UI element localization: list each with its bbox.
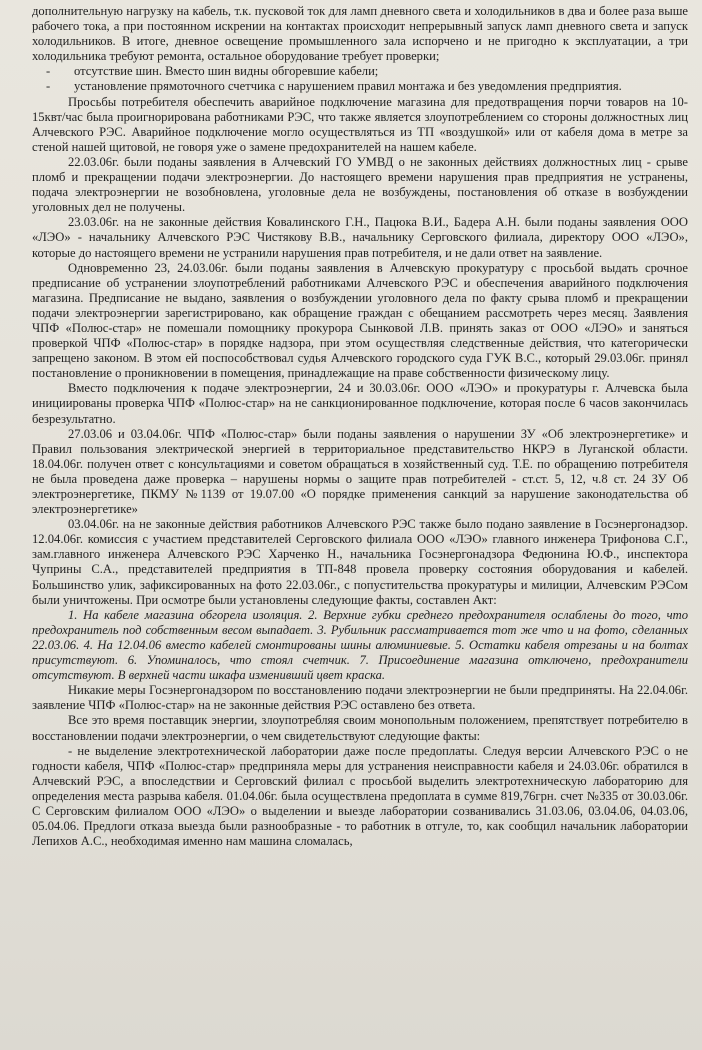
paragraph-6: 23.03.06г. на не законные действия Ковалинского Г.Н., Пацюка В.И., Бадера А.Н. были поданы заявления ООО «ЛЭО» - начальнику Алчевского РЭС Чистякову В.В., начальнику Серговского филиала, директору ООО «ЛЭО», которые до настоящего времени не устранили нарушения прав потребителя, и не дали ответ на заявление. xyxy=(32,215,688,260)
paragraph-12: Никакие меры Госэнергонадзором по восстановлению подачи электроэнергии не были предприняты. На 22.04.06г. заявление ЧПФ «Полюс-стар» на не законные действия РЭС оставлено без ответа. xyxy=(32,683,688,713)
paragraph-4: Просьбы потребителя обеспечить аварийное подключение магазина для предотвращения порчи товаров на 10-15квт/час была проигнорирована работниками РЭС, что также является злоупотреблением со стороны должностных лиц Алчевского РЭС. Аварийное подключение могло осуществляться из ТП «воздушкой» или от кабеля дома в метре за стеной нашей щитовой, не говоря уже о замене предохранителей на нашем кабеле. xyxy=(32,94,688,154)
paragraph-14: - не выделение электротехнической лаборатории даже после предоплаты. Следуя версии Алчевского РЭС о не годности кабеля, ЧПФ «Полюс-стар» предприняла меры для устранения неисправности кабеля и 24.03.06г. обратился в Алчевский РЭС, а впоследствии и Серговский филиал с просьбой выделить электротехническую лабораторию для определения места разрыва кабеля. 01.04.06г. была осуществлена предоплата в сумме 819,76грн. счет №335 от 30.03.06г. С Серговским филиалом ООО «ЛЭО» о выделении и выезде лаборатории созванивались 31.03.06, 03.04.06, 04.03.06, 05.04.06. Предлоги отказа выезда были разнообразные - то работник в отгуле, то, как сообщил начальник лаборатории Лепихов А.С., необходимая именно нам машина сломалась, xyxy=(32,743,688,849)
bullet-item-2 xyxy=(46,79,688,94)
bullet-marker: - xyxy=(46,79,51,94)
paragraph-10: 03.04.06г. на не законные действия работников Алчевского РЭС также было подано заявление в Госэнергонадзор. 12.04.06г. комиссия с участием представителей Серговского филиала ООО «ЛЭО» главного инженера Трифонова С.Г., зам.главного инженера Алчевского РЭС Харченко Н., начальника Госэнергонадзора Федюнина Ю.Ф., инспектора Чуприны С.А., представителей предприятия в ТП-848 провела проверку состояния оборудования и кабелей. Большинство улик, зафиксированных на фото 22.03.06г., с попустительства прокуратуры и милиции, Алчевским РЭСом были уничтожены. При осмотре были установлены следующие факты, составлен Акт: xyxy=(32,517,688,607)
bullet-text: установление прямоточного счетчика с нарушением правил монтажа и без уведомления предприятия. xyxy=(74,79,622,94)
paragraph-7: Одновременно 23, 24.03.06г. были поданы заявления в Алчевскую прокуратуру с просьбой выдать срочное предписание об устранении злоупотреблений работниками Алчевского РЭС и обеспечения аварийного подключения магазина. Предписание не выдано, заявления о возбуждении уголовного дела по факту срыва пломб и прекращении подачи электроэнергии зарегистрировано, как обращение граждан с обещанием рассмотреть через месяц. Заявления ЧПФ «Полюс-стар» не помешали помощнику прокурора Сынковой Л.В. принять заказ от ООО «ЛЭО» и заняться проверкой ЧПФ «Полюс-стар» в порядке надзора, при этом осуществляя следственные действия, что категорически запрещено законом. В этом ей поспособствовал судья Алчевского городского суда ГУК В.С., который 29.03.06г. принял постановление о проникновении в помещения, принадлежащие на праве собственности физическому лицу. xyxy=(32,260,688,381)
paragraph-13: Все это время поставщик энергии, злоупотребляя своим монопольным положением, препятствует потребителю в восстановлении подачи электроэнергии, о чем свидетельствуют следующие факты: xyxy=(32,713,688,743)
paragraph-5: 22.03.06г. были поданы заявления в Алчевский ГО УМВД о не законных действиях должностных лиц - срыве пломб и прекращении подачи электроэнергии. До настоящего времени нарушения прав предприятия не устранены, подача электроэнергии не возобновлена, уголовные дела не возбуждены, постановления об отказе в возбуждении уголовных дел не получены. xyxy=(32,154,688,215)
bullet-text: отсутствие шин. Вместо шин видны обгоревшие кабели; xyxy=(74,64,379,79)
paragraph-8: Вместо подключения к подаче электроэнергии, 24 и 30.03.06г. ООО «ЛЭО» и прокуратуры г. Алчевска была инициированы проверка ЧПФ «Полюс-стар» на не санкционированное подключение, которая после 6 часов закончилась безрезультатно. xyxy=(32,381,688,426)
bullet-marker: - xyxy=(46,64,51,79)
act-findings-paragraph: 1. На кабеле магазина обгорела изоляция. 2. Верхние губки среднего предохранителя ослаблены до того, что предохранитель под собственным весом выпадает. 3. Рубильник рассматривается тот же что и на фото, сделанных 22.03.06. 4. На 12.04.06 вместо кабелей смонтированы шины алюминиевые. 5. Остатки кабеля отрезаны и на болтах присутствуют. 6. Упоминалось, что стоял счетчик. 7. Присоединение магазина отключено, предохранители отсутствуют. В верхней части шкафа изменивший цвет краска. xyxy=(32,607,688,683)
paragraph-9: 27.03.06 и 03.04.06г. ЧПФ «Полюс-стар» были поданы заявления о нарушении ЗУ «Об электроэнергетике» и Правил пользования электрической энергией в территориальное представительство НКРЭ в Луганской области. 18.04.06г. получен ответ с консультациями и советом обращаться в хозяйственный суд. Т.Е. по обращению потребителя не была проведена даже проверка – нарушены нормы о защите прав потребителей - ст.ст. 5, 12, ч.8 ст. 24 ЗУ Об электроэнергетике, ПКМУ №1139 от 19.07.00 «О порядке применения санкций за нарушение законодательства об электроэнергетике» xyxy=(32,426,688,517)
paragraph-1: дополнительную нагрузку на кабель, т.к. пусковой ток для ламп дневного света и холодильников в два и более раза выше рабочего тока, а при постоянном искрении на контактах происходит непрерывный запуск ламп дневного света и запуск холодильников. В итоге, дневное освещение промышленного зала испорчено и не пригодно к эксплуатации, а три холодильника требуют ремонта, остальное оборудование требует проверки; xyxy=(32,4,688,64)
bullet-item-1 xyxy=(46,64,688,79)
